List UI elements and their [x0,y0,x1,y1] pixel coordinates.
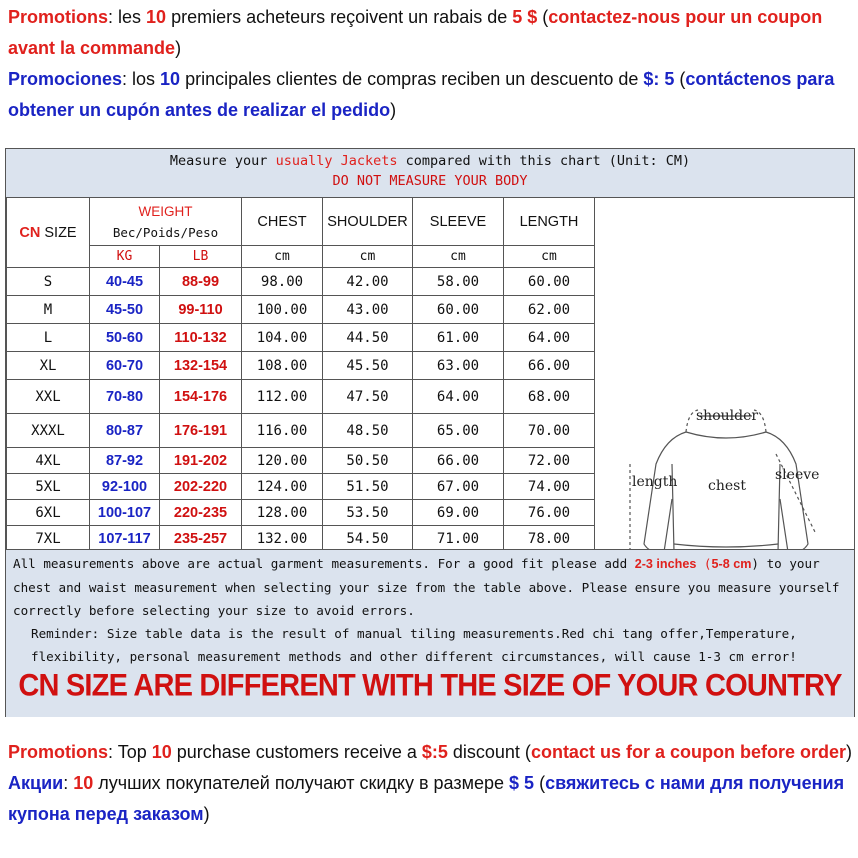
heading-text-c: compared with this chart (Unit: CM) [397,153,691,169]
table-row [7,500,595,526]
chest-cell: 98.00 [242,268,323,296]
promo-en [8,737,852,768]
chest-cell: 132.00 [242,526,323,552]
promo-ru-text1: : [63,773,74,793]
unit-cm-length: cm [504,246,595,268]
lb-cell: 132-154 [160,352,242,380]
unit-cm-chest: cm [242,246,323,268]
size-cell: M [7,296,90,324]
promo-bottom [8,737,852,830]
promo-fr-label: Promotions [8,7,109,27]
chest-cell: 116.00 [242,414,323,448]
chest-cell: 124.00 [242,474,323,500]
col-weight-sub: Вес/Poids/Peso [112,224,219,240]
promo-en-cta: contact us for a coupon before order [530,742,846,762]
size-chart [5,148,855,717]
length-cell: 78.00 [504,526,595,552]
table-row [7,268,595,296]
sleeve-cell: 65.00 [413,414,504,448]
col-weight-label: WEIGHT [138,203,193,219]
promo-ru-cta: свяжитесь с нами для получения купона перед заказом [8,773,845,824]
shoulder-cell: 42.00 [323,268,413,296]
lb-cell: 235-257 [160,526,242,552]
chest-cell: 108.00 [242,352,323,380]
diagram-label-chest: chest [708,478,746,494]
promo-ru-num: 10 [73,773,94,793]
size-chart-heading [6,149,854,198]
table-row [7,414,595,448]
lb-cell: 99-110 [160,296,242,324]
promo-top [8,2,852,126]
size-cell: 7XL [7,526,90,552]
promo-fr-text3: ( [537,7,549,27]
sleeve-cell: 71.00 [413,526,504,552]
promo-en-num: 10 [151,742,172,762]
length-cell: 70.00 [504,414,595,448]
table-row [7,526,595,552]
shoulder-cell: 45.50 [323,352,413,380]
promo-es-text1: : los [122,69,161,89]
note-text-c: ( [696,556,712,571]
shoulder-cell: 51.50 [323,474,413,500]
promo-es-label: Promociones [8,69,123,89]
promo-en-text3: discount ( [447,742,531,762]
kg-cell: 107-117 [90,526,160,552]
units-row [7,246,595,268]
lb-cell: 176-191 [160,414,242,448]
note-inches: 2-3 inches [634,557,697,571]
table-row [7,324,595,352]
length-cell: 62.00 [504,296,595,324]
promo-es-cta: contáctenos para obtener un cupón antes de realizar el pedido [8,69,835,120]
unit-lb: LB [160,246,242,268]
length-cell: 74.00 [504,474,595,500]
promo-en-text4: ) [845,742,852,762]
size-warning-banner: CN SIZE ARE DIFFERENT WITH THE SIZE OF YOUR COUNTRY [18,668,842,704]
chest-cell: 104.00 [242,324,323,352]
promo-fr-num: 10 [146,7,167,27]
promo-es-amount: $: 5 [643,69,675,89]
note-text-e: ) to your chest and waist measurement when selecting your size from the table above. Please ensure you measure yourself correctly before selecting your size to avoid errors. [13,556,840,618]
heading-line1 [6,153,854,173]
length-cell: 66.00 [504,352,595,380]
chest-cell: 112.00 [242,380,323,414]
promo-fr-cta: contactez-nous pour un coupon avant la commande [8,7,823,58]
promo-ru-text3: ( [534,773,546,793]
unit-kg: KG [90,246,160,268]
promo-fr [8,2,852,64]
promo-es-text2: principales clientes de compras reciben un descuento de [180,69,644,89]
size-cell: XXL [7,380,90,414]
unit-cm-shoulder: cm [323,246,413,268]
chest-cell: 128.00 [242,500,323,526]
kg-cell: 92-100 [90,474,160,500]
col-weight-header [90,198,242,246]
table-row [7,380,595,414]
note-paragraph-1 [6,550,854,622]
lb-cell: 191-202 [160,448,242,474]
lb-cell: 220-235 [160,500,242,526]
promo-ru-amount: $ 5 [509,773,535,793]
size-cell: 6XL [7,500,90,526]
promo-ru-text2: лучших покупателей получают скидку в размере [93,773,510,793]
heading-text-a: Measure your [169,153,276,169]
promo-fr-amount: 5 $ [512,7,538,27]
length-cell: 60.00 [504,268,595,296]
size-cell: 4XL [7,448,90,474]
chest-cell: 100.00 [242,296,323,324]
table-row [7,352,595,380]
lb-cell: 110-132 [160,324,242,352]
shoulder-cell: 47.50 [323,380,413,414]
sleeve-cell: 63.00 [413,352,504,380]
promo-ru [8,768,852,830]
col-shoulder-header: SHOULDER [323,198,413,246]
size-cell: L [7,324,90,352]
size-cell: S [7,268,90,296]
kg-cell: 87-92 [90,448,160,474]
unit-cm-sleeve: cm [413,246,504,268]
col-chest-header: CHEST [242,198,323,246]
sleeve-cell: 60.00 [413,296,504,324]
col-size-header [7,198,90,268]
promo-es-num: 10 [160,69,181,89]
diagram-label-sleeve: sleeve [775,467,820,483]
col-size-label: SIZE [40,224,77,241]
diagram-label-length: length [632,474,678,490]
measurement-note [6,549,854,717]
table-row [7,448,595,474]
length-cell: 72.00 [504,448,595,474]
promo-fr-text2: premiers acheteurs reçoivent un rabais de [166,7,513,27]
shoulder-cell: 44.50 [323,324,413,352]
lb-cell: 154-176 [160,380,242,414]
sleeve-cell: 67.00 [413,474,504,500]
table-row [7,474,595,500]
promo-fr-text1: : les [108,7,147,27]
length-cell: 64.00 [504,324,595,352]
kg-cell: 45-50 [90,296,160,324]
lb-cell: 202-220 [160,474,242,500]
size-table [6,197,595,552]
sleeve-cell: 66.00 [413,448,504,474]
sleeve-cell: 64.00 [413,380,504,414]
note-paragraph-2: Reminder: Size table data is the result of manual tiling measurements.Red chi tang offer,Temperature, flexibility, personal measurement methods and other different circumstances, will cause 1-3 cm error! [31,626,797,664]
kg-cell: 70-80 [90,380,160,414]
size-cell: XXXL [7,414,90,448]
col-size-cn: CN [19,224,41,241]
size-cell: 5XL [7,474,90,500]
promo-es-text3: ( [674,69,686,89]
promo-en-text2: purchase customers receive a [171,742,422,762]
shoulder-cell: 53.50 [323,500,413,526]
shoulder-cell: 54.50 [323,526,413,552]
promo-fr-text4: ) [175,38,182,58]
length-cell: 76.00 [504,500,595,526]
promo-en-label: Promotions [8,742,109,762]
diagram-label-shoulder: shoulder [696,408,759,424]
kg-cell: 80-87 [90,414,160,448]
size-cell: XL [7,352,90,380]
promo-ru-label: Акции [8,773,64,793]
kg-cell: 40-45 [90,268,160,296]
length-cell: 68.00 [504,380,595,414]
note-cm: 5-8 cm [711,557,752,571]
table-header-row [7,198,595,246]
promo-es [8,64,852,126]
kg-cell: 60-70 [90,352,160,380]
lb-cell: 88-99 [160,268,242,296]
promo-en-text1: : Top [108,742,152,762]
promo-es-text4: ) [390,100,397,120]
shoulder-cell: 48.50 [323,414,413,448]
heading-warning: DO NOT MEASURE YOUR BODY [332,173,528,189]
heading-highlight: usually Jackets [275,153,398,169]
sleeve-cell: 69.00 [413,500,504,526]
shoulder-cell: 50.50 [323,448,413,474]
note-text-a: All measurements above are actual garment measurements. For a good fit please add [13,556,635,571]
chest-cell: 120.00 [242,448,323,474]
kg-cell: 50-60 [90,324,160,352]
sleeve-cell: 61.00 [413,324,504,352]
promo-ru-text4: ) [203,804,210,824]
shoulder-cell: 43.00 [323,296,413,324]
col-length-header: LENGTH [504,198,595,246]
col-sleeve-header: SLEEVE [413,198,504,246]
kg-cell: 100-107 [90,500,160,526]
sleeve-cell: 58.00 [413,268,504,296]
promo-en-amount: $:5 [421,742,448,762]
table-row [7,296,595,324]
